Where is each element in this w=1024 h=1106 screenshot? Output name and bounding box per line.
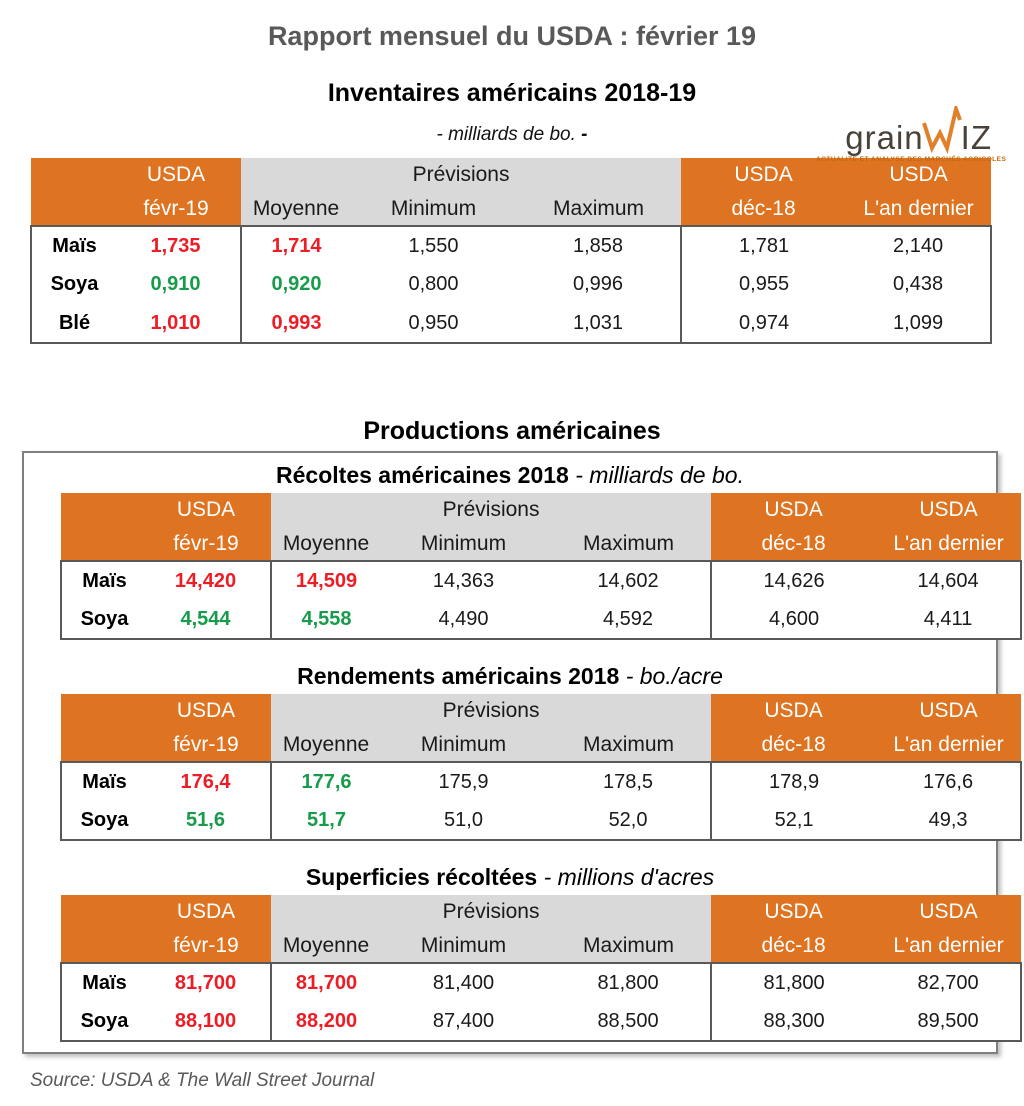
cell-minimum: 0,800 [408, 273, 459, 295]
header-usda: USDA [681, 158, 846, 192]
cell-usda-fevr: 81,700 [141, 963, 271, 1002]
cell-moyenne: 14,509 [295, 569, 358, 592]
cell-moyenne: 1,714 [271, 234, 322, 257]
header-maximum: Maximum [516, 192, 681, 226]
table-header [61, 694, 1021, 762]
header-an-dernier: L'an dernier [876, 527, 1021, 561]
header-fevr-19: févr-19 [61, 728, 271, 762]
header-moyenne: Moyenne [271, 929, 381, 963]
grainwiz-logo [816, 106, 1007, 163]
cell-minimum: 4,490 [438, 607, 489, 630]
logo-text-iz: IZ [960, 119, 992, 156]
cell-dec-18: 81,800 [763, 971, 825, 994]
cell-moyenne: 51,7 [307, 808, 346, 831]
row-label: Soya [80, 808, 129, 831]
source-note: Source: USDA & The Wall Street Journal [30, 1070, 375, 1091]
header-usda: USDA [876, 895, 1021, 929]
cell-an-dernier: 4,411 [923, 607, 973, 630]
unit-text: - milliards de bo. [436, 124, 582, 145]
cell-usda-fevr: 4,544 [141, 600, 271, 639]
cell-dec-18: 4,600 [769, 607, 820, 630]
table-row [31, 265, 991, 304]
cell-minimum: 0,950 [408, 311, 459, 334]
cell-maximum: 88,500 [546, 1002, 711, 1041]
cell-moyenne: 88,200 [295, 1009, 358, 1032]
header-maximum: Maximum [546, 728, 711, 762]
productions-box [22, 451, 1004, 1054]
header-fevr-19: févr-19 [31, 192, 241, 226]
header-moyenne: Moyenne [271, 728, 381, 762]
header-minimum: Minimum [381, 929, 546, 963]
cell-maximum: 1,858 [516, 226, 681, 265]
table-header [31, 156, 1007, 226]
cell-an-dernier: 1,099 [893, 311, 944, 334]
table-row [31, 304, 991, 343]
header-maximum: Maximum [546, 929, 711, 963]
header-dec-18: déc-18 [711, 929, 876, 963]
logo-w-zigzag-icon [921, 106, 963, 154]
row-label: Soya [80, 607, 129, 630]
header-dec-18: déc-18 [711, 728, 876, 762]
grainwiz-wordmark [816, 106, 992, 156]
cell-maximum: 1,031 [516, 304, 681, 343]
header-dec-18: déc-18 [681, 192, 846, 226]
cell-moyenne: 177,6 [301, 770, 352, 793]
rendements-table [60, 694, 1022, 841]
cell-minimum: 87,400 [432, 1009, 495, 1032]
header-fevr-19: févr-19 [61, 527, 271, 561]
row-label: Maïs [82, 569, 127, 592]
cell-minimum: 175,9 [438, 770, 489, 793]
header-usda: USDA [61, 694, 271, 728]
row-label: Soya [50, 273, 99, 295]
header-an-dernier: L'an dernier [846, 192, 991, 226]
recoltes-title: Récoltes américaines 2018 - milliards de bo. [276, 462, 744, 488]
header-usda: USDA [711, 895, 876, 929]
header-usda: USDA [846, 158, 991, 192]
header-previsions: Prévisions [241, 158, 681, 192]
table-row [61, 561, 1021, 600]
row-label: Blé [58, 311, 91, 334]
cell-minimum: 1,550 [408, 234, 459, 257]
cell-dec-18: 0,974 [739, 311, 790, 334]
cell-maximum: 14,602 [546, 561, 711, 600]
page-title: Rapport mensuel du USDA : février 19 [267, 21, 757, 51]
cell-an-dernier: 0,438 [893, 273, 944, 295]
report-page [0, 20, 1024, 1106]
table-row [61, 801, 1021, 840]
unit-dash: - [581, 124, 588, 145]
header-moyenne: Moyenne [241, 192, 351, 226]
cell-dec-18: 14,626 [763, 569, 825, 592]
table-row [31, 226, 991, 265]
header-usda: USDA [61, 493, 271, 527]
header-minimum: Minimum [351, 192, 516, 226]
cell-an-dernier: 82,700 [917, 971, 979, 994]
cell-an-dernier: 49,3 [928, 808, 968, 831]
row-label: Maïs [52, 234, 97, 257]
cell-usda-fevr: 14,420 [141, 561, 271, 600]
cell-usda-fevr: 176,4 [141, 762, 271, 801]
cell-dec-18: 88,300 [763, 1009, 825, 1032]
header-usda: USDA [31, 158, 241, 192]
cell-an-dernier: 176,6 [923, 770, 974, 793]
header-minimum: Minimum [381, 728, 546, 762]
cell-maximum: 4,592 [546, 600, 711, 639]
row-label: Maïs [82, 971, 127, 994]
cell-an-dernier: 2,140 [893, 234, 944, 257]
header-previsions: Prévisions [271, 694, 711, 728]
header-usda: USDA [876, 694, 1021, 728]
table-row [61, 762, 1021, 801]
header-usda: USDA [711, 694, 876, 728]
recoltes-table [60, 493, 1022, 640]
cell-an-dernier: 14,604 [917, 569, 979, 592]
inventaires-table [30, 156, 1007, 344]
rendements-title: Rendements américains 2018 - bo./acre [297, 663, 723, 689]
header-dec-18: déc-18 [711, 527, 876, 561]
inventaires-title: Inventaires américains 2018-19 [327, 79, 697, 107]
superficies-title: Superficies récoltées - millions d'acres [305, 864, 715, 890]
header-an-dernier: L'an dernier [876, 728, 1021, 762]
logo-tagline: ACTUALITÉ ET ANALYSE DES MARCHÉS AGRICOLES [816, 156, 1007, 163]
cell-an-dernier: 89,500 [917, 1009, 979, 1032]
table-row [61, 1002, 1021, 1041]
cell-moyenne: 0,993 [271, 311, 322, 334]
cell-dec-18: 52,1 [774, 808, 814, 831]
table-row [61, 600, 1021, 639]
cell-moyenne: 4,558 [301, 607, 352, 630]
table-header [61, 895, 1021, 963]
cell-usda-fevr: 51,6 [141, 801, 271, 840]
cell-maximum: 81,800 [546, 963, 711, 1002]
cell-dec-18: 178,9 [769, 770, 820, 793]
cell-minimum: 14,363 [432, 569, 495, 592]
cell-maximum: 178,5 [546, 762, 711, 801]
cell-maximum: 0,996 [516, 265, 681, 304]
cell-minimum: 81,400 [432, 971, 495, 994]
header-usda: USDA [711, 493, 876, 527]
header-moyenne: Moyenne [271, 527, 381, 561]
cell-minimum: 51,0 [444, 808, 483, 831]
cell-maximum: 52,0 [546, 801, 711, 840]
productions-title: Productions américaines [363, 417, 661, 445]
cell-usda-fevr: 1,735 [111, 226, 241, 265]
superficies-table [60, 895, 1022, 1042]
header-previsions: Prévisions [271, 895, 711, 929]
row-label: Maïs [82, 770, 127, 793]
header-usda: USDA [61, 895, 271, 929]
header-fevr-19: févr-19 [61, 929, 271, 963]
cell-moyenne: 0,920 [271, 273, 322, 295]
row-label: Soya [80, 1009, 129, 1032]
cell-dec-18: 0,955 [739, 273, 790, 295]
cell-usda-fevr: 0,910 [111, 265, 241, 304]
table-row [61, 963, 1021, 1002]
header-previsions: Prévisions [271, 493, 711, 527]
header-maximum: Maximum [546, 527, 711, 561]
cell-usda-fevr: 1,010 [111, 304, 241, 343]
header-minimum: Minimum [381, 527, 546, 561]
cell-moyenne: 81,700 [295, 971, 358, 994]
cell-usda-fevr: 88,100 [141, 1002, 271, 1041]
table-header [61, 493, 1021, 561]
logo-text-grain: grain [845, 119, 924, 156]
header-usda: USDA [876, 493, 1021, 527]
header-an-dernier: L'an dernier [876, 929, 1021, 963]
cell-dec-18: 1,781 [739, 234, 790, 257]
